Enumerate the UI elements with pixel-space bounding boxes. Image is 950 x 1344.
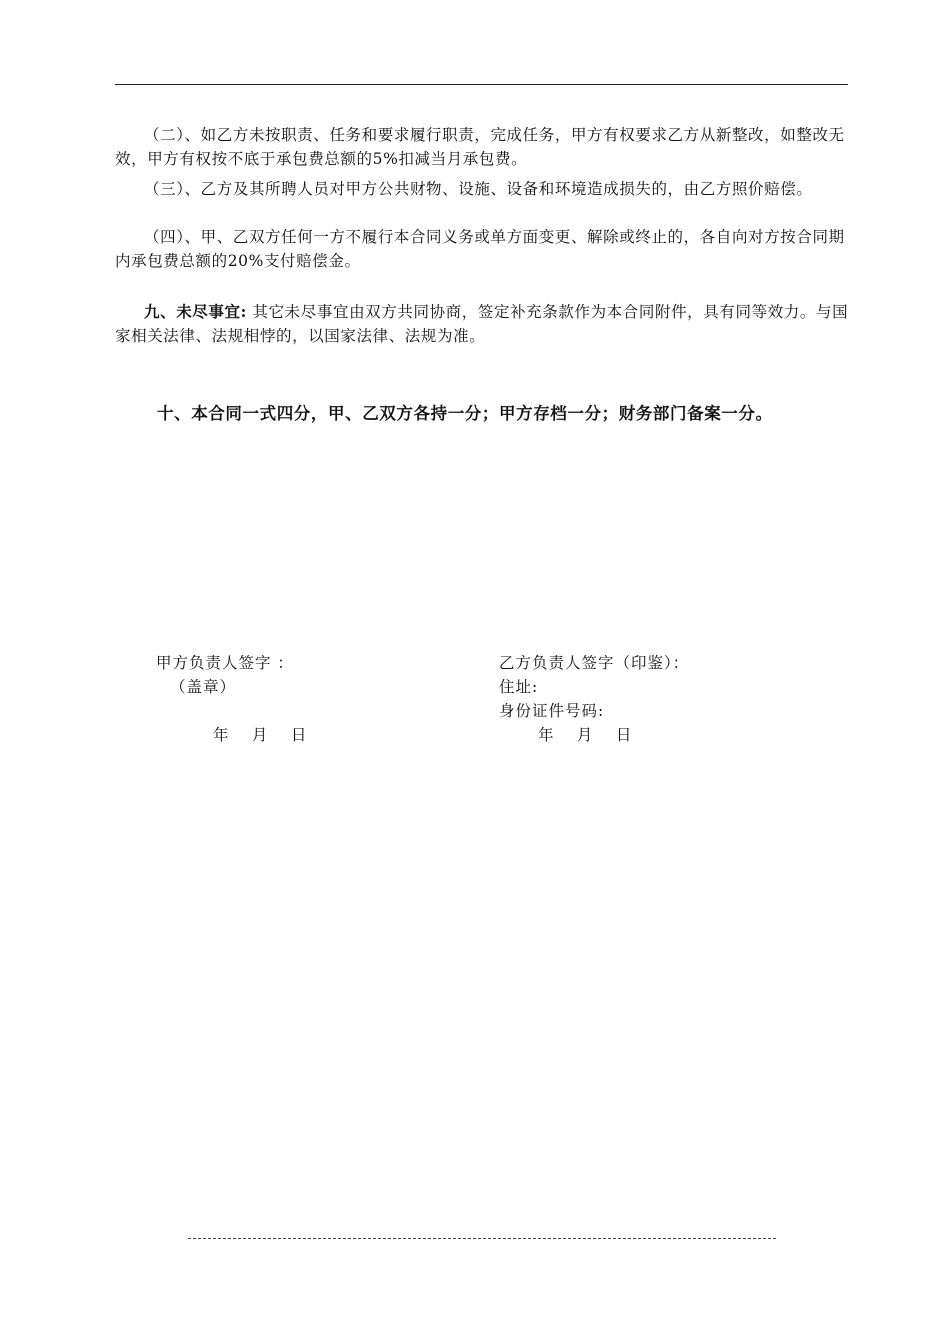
clause-4-text: （四）、甲、乙双方任何一方不履行本合同义务或单方面变更、解除或终止的，各自向对方按合同期内承包费总额的20%支付赔偿金。 bbox=[115, 228, 845, 270]
party-b-date: 年 月 日 bbox=[538, 726, 633, 744]
clause-3 bbox=[115, 178, 850, 202]
party-b-address-label: 住址: bbox=[499, 678, 539, 696]
party-b-id-number-label: 身份证件号码: bbox=[499, 702, 605, 720]
section-10: 十、本合同一式四分，甲、乙双方各持一分；甲方存档一分；财务部门备案一分。 bbox=[157, 404, 773, 423]
party-a-seal-label: （盖章） bbox=[170, 678, 237, 696]
section-9-text: 其它未尽事宜由双方共同协商，签定补充条款作为本合同附件，具有同等效力。与国家相关法律、法规相悖的，以国家法律、法规为准。 bbox=[115, 303, 849, 345]
clause-2-text: （二）、如乙方未按职责、任务和要求履行职责，完成任务，甲方有权要求乙方从新整改，如整改无效，甲方有权按不底于承包费总额的5%扣减当月承包费。 bbox=[115, 126, 845, 168]
party-a-date: 年 月 日 bbox=[213, 726, 308, 744]
party-b-signature-label: 乙方负责人签字（印鉴）： bbox=[499, 654, 690, 672]
clause-3-text: （三）、乙方及其所聘人员对甲方公共财物、设施、设备和环境造成损失的，由乙方照价赔偿。 bbox=[144, 180, 813, 198]
header-rule bbox=[115, 84, 848, 85]
section-9 bbox=[115, 300, 850, 348]
party-a-signature-label: 甲方负责人签字 ： bbox=[156, 654, 294, 672]
section-9-heading: 九、未尽事宜: bbox=[144, 302, 247, 321]
footer-rule bbox=[188, 1238, 776, 1239]
clause-4 bbox=[115, 226, 850, 273]
clause-2 bbox=[115, 124, 850, 171]
